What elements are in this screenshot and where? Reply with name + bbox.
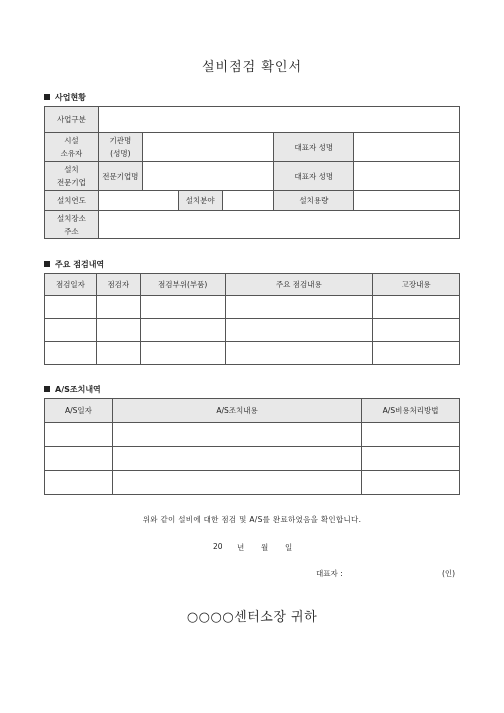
as-cell[interactable] bbox=[112, 471, 361, 495]
as-cell[interactable] bbox=[112, 447, 361, 471]
inspection-cell[interactable] bbox=[225, 342, 373, 365]
inspection-cell[interactable] bbox=[96, 296, 140, 319]
rep-name2-cell[interactable] bbox=[354, 162, 460, 191]
inspection-cell[interactable] bbox=[45, 319, 97, 342]
date-year-prefix: 20 bbox=[213, 542, 223, 551]
business-status-table bbox=[44, 106, 460, 239]
inspection-cell[interactable] bbox=[140, 319, 225, 342]
table-row bbox=[45, 471, 460, 495]
inspection-cell[interactable] bbox=[140, 342, 225, 365]
section-as-heading: A/S조치내역 bbox=[44, 384, 101, 395]
date-day-label: 일 bbox=[285, 543, 293, 552]
as-cell[interactable] bbox=[45, 447, 113, 471]
install-field-label: 설치분야 bbox=[178, 191, 222, 211]
install-location-cell[interactable] bbox=[98, 211, 459, 239]
as-header: A/S조치내용 bbox=[112, 399, 361, 423]
as-cell[interactable] bbox=[45, 423, 113, 447]
installer-label: 설치 전문기업 bbox=[45, 162, 99, 191]
section-business-heading: 사업현황 bbox=[44, 92, 86, 103]
representative-label: 대표자 : bbox=[316, 569, 343, 578]
inspection-header: 점검부위(부품) bbox=[140, 274, 225, 296]
closing-addressee: ○○○○센터소장 귀하 bbox=[186, 610, 318, 625]
company-name-cell[interactable] bbox=[142, 162, 274, 191]
inspection-cell[interactable] bbox=[373, 319, 460, 342]
install-capacity-cell[interactable] bbox=[354, 191, 460, 211]
install-year-cell[interactable] bbox=[98, 191, 178, 211]
install-field-cell[interactable] bbox=[222, 191, 274, 211]
table-row bbox=[45, 296, 460, 319]
table-row bbox=[45, 447, 460, 471]
inspection-header: 주요 점검내용 bbox=[225, 274, 373, 296]
rep-name2-label: 대표자 성명 bbox=[274, 162, 354, 191]
inspection-header: 점검일자 bbox=[45, 274, 97, 296]
inspection-header: 점검자 bbox=[96, 274, 140, 296]
table-row bbox=[45, 342, 460, 365]
inspection-cell[interactable] bbox=[225, 319, 373, 342]
install-location-label: 설치장소 주소 bbox=[45, 211, 99, 239]
date-year-label: 년 bbox=[237, 543, 245, 552]
as-cell[interactable] bbox=[362, 447, 460, 471]
install-year-label: 설치연도 bbox=[45, 191, 99, 211]
inspection-cell[interactable] bbox=[45, 342, 97, 365]
inspection-cell[interactable] bbox=[225, 296, 373, 319]
company-name-label: 전문기업명 bbox=[98, 162, 142, 191]
square-bullet-icon bbox=[44, 386, 50, 392]
confirmation-statement: 위와 같이 설비에 대한 점검 및 A/S를 완료하였음을 확인합니다. bbox=[142, 515, 362, 524]
inspection-header: 고장내용 bbox=[373, 274, 460, 296]
inspection-cell[interactable] bbox=[96, 319, 140, 342]
document-title: 설비점검 확인서 bbox=[201, 60, 303, 75]
business-type-cell[interactable] bbox=[98, 107, 459, 133]
as-cell[interactable] bbox=[112, 423, 361, 447]
rep-name-label: 대표자 성명 bbox=[274, 133, 354, 162]
as-header: A/S일자 bbox=[45, 399, 113, 423]
table-row bbox=[45, 319, 460, 342]
representative-seal: (인) bbox=[442, 569, 456, 578]
square-bullet-icon bbox=[44, 94, 50, 100]
as-cell[interactable] bbox=[362, 471, 460, 495]
inspection-cell[interactable] bbox=[373, 342, 460, 365]
as-cell[interactable] bbox=[362, 423, 460, 447]
install-capacity-label: 설치용량 bbox=[274, 191, 354, 211]
owner-label: 시설 소유자 bbox=[45, 133, 99, 162]
table-row bbox=[45, 423, 460, 447]
inspection-cell[interactable] bbox=[140, 296, 225, 319]
org-name-cell[interactable] bbox=[142, 133, 274, 162]
as-cell[interactable] bbox=[45, 471, 113, 495]
as-table bbox=[44, 398, 460, 495]
inspection-cell[interactable] bbox=[96, 342, 140, 365]
inspection-table bbox=[44, 273, 460, 365]
rep-name-cell[interactable] bbox=[354, 133, 460, 162]
business-type-label: 사업구분 bbox=[45, 107, 99, 133]
date-month-label: 월 bbox=[261, 543, 269, 552]
section-inspection-heading: 주요 점검내역 bbox=[44, 259, 104, 270]
as-header: A/S비용처리방법 bbox=[362, 399, 460, 423]
inspection-cell[interactable] bbox=[373, 296, 460, 319]
org-name-label: 기관명 (성명) bbox=[98, 133, 142, 162]
inspection-cell[interactable] bbox=[45, 296, 97, 319]
square-bullet-icon bbox=[44, 261, 50, 267]
